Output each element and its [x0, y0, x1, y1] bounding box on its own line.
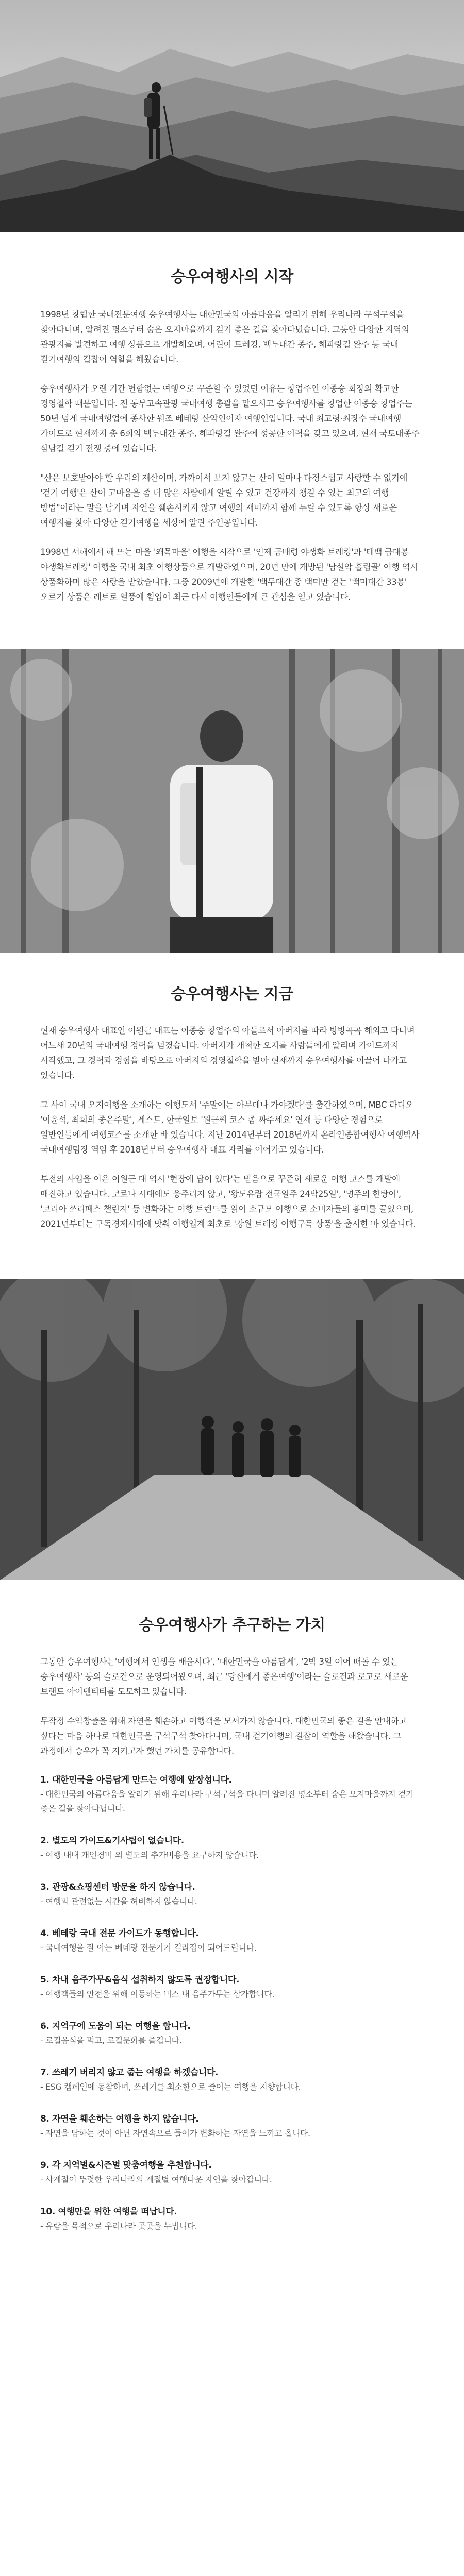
value-description: - 자연을 담하는 것이 아닌 자연속으로 들어가 변화하는 자연을 느끼고 옵니다.: [40, 2128, 310, 2138]
values-list: [40, 1773, 424, 2233]
history-paragraph: "산은 보호받아야 할 우리의 재산이며, 가까이서 보지 않고는 산이 얼마나 다정스럽고 사랑할 수 없기에 '걷기 여행'은 산이 고마움을 좀 더 많은 사람에게 알릴 수 있고 건강까지 챙길 수 있는 최고의 여행 방법"이라는 말을 남기며 자연을 훼손시키지 않고 여행의 재미까지 함께 누릴 수 있도록 항상 새로운 여행지를 찾아 다양한 걷기여행을 세상에 알린 주인공입니다.: [40, 473, 408, 528]
history-paragraph: 1998년 창립한 국내전문여행 승우여행사는 대한민국의 아름다움을 알리기 위해 우리나라 구석구석을 찾아다니며, 알려진 명소부터 숨은 오지마을까지 걷기 좋은 길을 찾아다녔습니다. 그동안 다양한 지역의 관광지를 발견하고 여행 상품으로 개발해오며, 어린이 트레킹, 백두대간 종주, 해파랑길 완주 등 국내 걷기여행의 길잡이 역할을 해왔습니다.: [40, 310, 409, 364]
man-in-forest-image: [0, 649, 464, 953]
history-paragraph: 1998년 서해에서 해 뜨는 마을 '왜목마을' 여행을 시작으로 '인제 곰배령 야생화 트레킹'과 '태백 금대봉 야생화트레킹' 여행을 국내 최초 여행상품으로 개발하였으며, 20년 만에 개방된 '남설악 흘림골' 여행 역시 상품화하며 많은 사랑을 받았습니다. 그중 2009년에 개발한 '백두대간 종 백미만 걷는 '백미대간 33봉' 오르기 상품은 레트로 열풍에 힘입어 최근 다시 여행인들에게 큰 관심을 얻고 있습니다.: [40, 547, 418, 602]
values-paragraph: 무작정 수익창출을 위해 자연을 훼손하고 여행객을 모셔가지 않습니다. 대한민국의 좋은 길을 안내하고 싶다는 마음 하나로 대한민국을 구석구석 찾아다니며, 국내 걷기여행의 길잡이 역할을 해왔습니다. 그 과정에서 승우가 꼭 지키고자 했던 가치를 공유합니다.: [40, 1716, 407, 1756]
value-item: [40, 2019, 424, 2048]
group-hiking-photo: [0, 1279, 464, 1580]
hiker-on-ridge-image: [0, 0, 464, 232]
value-description: - 국내여행을 잘 아는 베테랑 전문가가 길라잡이 되어드립니다.: [40, 1943, 257, 1953]
value-item: [40, 2158, 424, 2187]
value-title: 9. 각 지역별&시즌별 맞춤여행을 추천합니다.: [40, 2160, 212, 2171]
value-item: [40, 1773, 424, 1816]
section-values: [0, 1580, 464, 2282]
now-paragraph: 그 사이 국내 오지여행을 소개하는 여행도서 '주말에는 아무데나 가야겠다'를 출간하였으며, MBC 라디오 '이윤석, 최희의 좋은주말', 게스트, 한국일보 '원근씨 코스 좀 짜주세요' 연재 등 다양한 경험으로 일반인들에게 여행코스를 소개한 바 있습니다. 지난 2014년부터 2018년까지 온라인종합여행사 여행박사 국내여행팀장 역임 후 2018년부터 승우여행사 대표 자리를 이어가고 있습니다.: [40, 1100, 420, 1155]
value-description: - 로컬음식을 먹고, 로컬문화를 즐깁니다.: [40, 2036, 182, 2045]
value-description: - 대한민국의 아름다움을 알리기 위해 우리나라 구석구석을 다니며 알려진 명소부터 숨은 오지마을까지 걷기 좋은 길을 찾아다닙니다.: [40, 1789, 414, 1814]
value-title: 2. 별도의 가이드&기사팁이 없습니다.: [40, 1836, 184, 1846]
section-history: [0, 232, 464, 649]
value-description: - 여행과 관련없는 시간을 허비하지 않습니다.: [40, 1896, 197, 1906]
value-title: 8. 자연을 훼손하는 여행을 하지 않습니다.: [40, 2114, 199, 2124]
value-title: 6. 지역구에 도움이 되는 여행을 합니다.: [40, 2021, 191, 2031]
value-title: 5. 차내 음주가무&음식 섭취하지 않도록 권장합니다.: [40, 1975, 240, 1985]
value-item: [40, 1973, 424, 2002]
value-item: [40, 2205, 424, 2233]
value-item: [40, 2112, 424, 2141]
value-item: [40, 2065, 424, 2094]
history-paragraph: 승우여행사가 오랜 기간 변함없는 여행으로 꾸준할 수 있었던 이유는 창업주인 이종승 회장의 확고한 경영철학 때문입니다. 전 동부고속관광 국내여행 총괄을 맡으시고 승우여행사를 창업한 이종승 창업주는 50년 넘게 국내여행업에 종사한 원조 베테랑 산악인이자 여행인입니다. 국내 최고령·최장수 국내여행 가이드로 현재까지 총 6회의 백두대간 종주, 해파랑길 완주에 성공한 이력을 갖고 있으며, 현재 국토대종주 삼남길 걷기 전쟁 중에 있습니다.: [40, 384, 420, 453]
now-paragraph: 현재 승우여행사 대표인 이원근 대표는 이종승 창업주의 아들로서 아버지를 따라 방방곡곡 해외고 다니며 어느새 20년의 국내여행 경력을 넘겼습니다. 아버지가 개척한 오지를 사람들에게 알리며 가이드까지 시작했고, 그 경력과 경험을 바탕으로 아버지의 경영철학을 받아 현재까지 승우여행사를 이끌어 나가고 있습니다.: [40, 1026, 415, 1080]
value-description: - 여행객들의 안전을 위해 이동하는 버스 내 음주가무는 삼가합니다.: [40, 1989, 275, 1999]
value-item: [40, 1926, 424, 1955]
values-paragraph: 그동안 승우여행사는'여행에서 인생을 배웁시다', '대한민국을 아름답게', '2박 3일 이어 떠돌 수 있는 승우여행사' 등의 슬로건으로 운영되어왔으며, 최근 '당신에게 좋은여행'이라는 슬로건과 로고로 새로운 브랜드 아이덴티티를 도모하고 있습니다.: [40, 1657, 408, 1697]
now-paragraph: 부전의 사업을 이은 이원근 대 역시 '현장에 답이 있다'는 믿음으로 꾸준히 새로운 여행 코스를 개발에 매진하고 있습니다. 코로나 시대에도 웅주리지 않고, '왕도유람 전국일주 24박25일', '명주의 한탕여', '코리아 쓰리패스 챌린지' 등 변화하는 여행 트렌드를 읽어 소규모 여행으로 소비자들의 흥미를 끌었으며, 2021년부터는 구독경제시대에 맞춰 여행업계 최초로 '강원 트레킹 여행구독 상품'을 출시한 바 있습니다.: [40, 1174, 416, 1229]
value-title: 7. 쓰레기 버리지 않고 줍는 여행을 하겠습니다.: [40, 2067, 219, 2078]
hero-photo-hiker: [0, 0, 464, 232]
value-description: - ESG 캠페인에 동참하며, 쓰레기를 최소한으로 줄이는 여행을 지향합니다.: [40, 2082, 301, 2092]
value-title: 3. 관광&쇼핑센터 방문을 하지 않습니다.: [40, 1882, 195, 1892]
section-now: [0, 953, 464, 1279]
section-title-history: 승우여행사의 시작: [171, 268, 293, 286]
value-item: [40, 1880, 424, 1909]
value-item: [40, 1834, 424, 1862]
ceo-portrait-photo: [0, 649, 464, 953]
section-title-now: 승우여행사는 지금: [171, 985, 293, 1003]
value-description: - 여행 내내 개인경비 외 별도의 추가비용을 요구하지 않습니다.: [40, 1850, 259, 1860]
section-title-values: 승우여행사가 추구하는 가치: [139, 1616, 325, 1634]
value-description: - 사계절이 뚜렷한 우리나라의 계절별 여행다운 자연을 찾아갑니다.: [40, 2175, 272, 2184]
hikers-on-forest-trail-image: [0, 1279, 464, 1580]
value-title: 4. 베테랑 국내 전문 가이드가 동행합니다.: [40, 1928, 199, 1939]
value-title: 10. 여행만을 위한 여행을 떠납니다.: [40, 2207, 177, 2217]
value-description: - 유람을 목적으로 우리나라 곳곳을 누빕니다.: [40, 2221, 197, 2231]
value-title: 1. 대한민국을 아름답게 만드는 여행에 앞장섭니다.: [40, 1775, 232, 1785]
